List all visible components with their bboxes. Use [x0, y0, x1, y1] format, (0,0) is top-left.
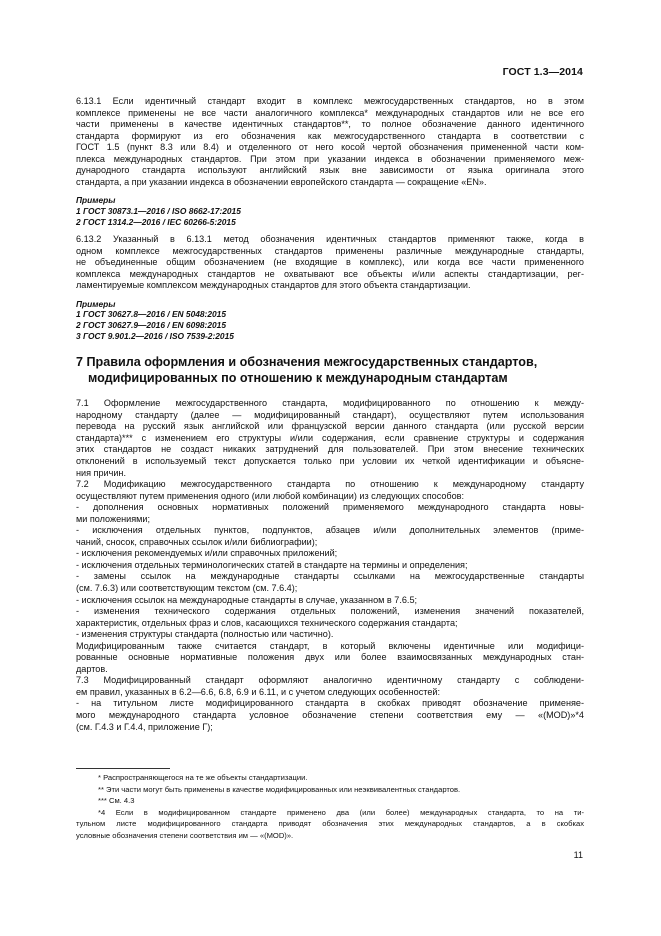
example-item: 2 ГОСТ 1314.2—2016 / IEC 60266-5:2015: [76, 216, 236, 227]
section-7-heading: [76, 355, 584, 386]
example-item: 1 ГОСТ 30873.1—2016 / ISO 8662-17:2015: [76, 205, 241, 216]
section-7-body: [76, 398, 584, 733]
text-line: комплексе применены не все части аналогичного комплекса* международных стандартов или не все его: [76, 107, 584, 118]
text-line: (см. 7.6.3) или соответствующим текстом (см. 7.6.4);: [76, 583, 298, 594]
footnote-line: * Распространяющегося на те же объекты стандартизации.: [98, 773, 308, 782]
footnote-divider: [76, 768, 170, 769]
text-line: комплекса международных стандартов не охватывают все объекты и/или аспекты стандартизации, рег-: [76, 268, 584, 279]
text-line: - замены ссылок на международные стандарты ссылками на межгосударственные стандарты: [76, 571, 584, 582]
text-line: 6.13.1 Если идентичный стандарт входит в комплекс межгосударственных стандартов, но в этом: [76, 96, 584, 106]
example-item: 1 ГОСТ 30627.8—2016 / EN 5048:2015: [76, 309, 226, 320]
text-line: ГОСТ 1.5 (пункт 8.3 или 8.4) и отделенного от него косой чертой обозначения примененной части ком-: [76, 142, 584, 153]
document-code-header: ГОСТ 1.3—2014: [502, 66, 583, 78]
text-line: - исключения отдельных пунктов, подпунктов, абзацев и/или дополнительных элементов (приме-: [76, 525, 584, 536]
text-line: дартов.: [76, 663, 108, 674]
page-content: [76, 96, 584, 733]
text-line: этих стандартов не создаст никаких затруднений для пользователей. При этом внесение технических: [76, 444, 584, 455]
text-line: осуществляют путем применения одного (или любой комбинации) из следующих способов:: [76, 490, 465, 501]
text-line: - исключения рекомендуемых и/или справочных приложений;: [76, 548, 338, 559]
text-line: мого международного стандарта условное обозначение степени соответствия ему — «(MOD)»*4: [76, 710, 584, 721]
text-line: - исключения ссылок на международные стандарты в случае, указанном в 7.6.5;: [76, 594, 418, 605]
text-line: стандарта)*** с изменением его структуры и/или содержания, если сравнение структуры и содержания: [76, 432, 584, 443]
text-line: ми положениями;: [76, 513, 151, 524]
text-line: отклонений в используемый текст допускается только при условии их четкой идентификации и объясне-: [76, 456, 584, 466]
page-number: 11: [573, 850, 583, 860]
footnote-line: *4 Если в модифицированном стандарте применено два (или более) международных стандарта, то на ти-: [98, 807, 584, 817]
example-item: 2 ГОСТ 30627.9—2016 / EN 6098:2015: [76, 320, 226, 331]
text-line: дународного стандарта используют английский язык вне зависимости от языка оригинала этого: [76, 165, 584, 176]
text-line: - на титульном листе модифицированного стандарта в скобках приводят обозначение применяе-: [76, 698, 584, 709]
footnote-line: условные обозначения степени соответствия им — «(MOD)».: [76, 830, 294, 840]
footnote-line: ** Эти части могут быть применены в качестве модифицированных или неэквивалентных стандартов.: [98, 784, 461, 794]
text-line: перевода на русский язык английской или французской версии данного стандарта (или русской версии: [76, 421, 584, 432]
text-line: 6.13.2 Указанный в 6.13.1 метод обозначения идентичных стандартов применяют также, когда в: [76, 234, 584, 245]
footnote-line: *** См. 4.3: [98, 796, 135, 806]
text-line: народному стандарту (далее — модифицированный стандарт), осуществляют путем использования: [76, 409, 584, 420]
text-line: ния причин.: [76, 467, 126, 478]
text-line: - изменения технического содержания отдельных положений, изменения значений показателей,: [76, 606, 584, 617]
text-line: 7.2 Модификацию межгосударственного стандарта по отношению к международному стандарту: [76, 479, 584, 490]
text-line: части применены в качестве идентичных стандартов**, то полное обозначение данного идентичного: [76, 119, 584, 130]
examples-title: Примеры: [76, 195, 116, 206]
text-line: (см. Г.4.3 и Г.4.4, приложение Г);: [76, 721, 213, 732]
text-line: 7.3 Модифицированный стандарт оформляют аналогично идентичному стандарту с соблюдени-: [76, 675, 584, 686]
text-line: плекса международных стандартов. При этом при указании индекса в обозначении применяемого меж-: [76, 153, 584, 164]
text-line: - исключения отдельных терминологических статей в стандарте на термины и определения;: [76, 559, 468, 570]
text-line: Модифицированным также считается стандарт, в который включены идентичные или модифици-: [76, 640, 584, 651]
text-line: ламентируемые комплексом международных стандартов для этого объекта стандартизации.: [76, 280, 471, 291]
text-line: не объединенные общим обозначением (не входящие в комплекс), или когда все части примененного: [76, 257, 584, 268]
clause-6-13-1: [76, 96, 584, 188]
text-line: одном комплексе межгосударственных стандартов применены различные международные стандарты,: [76, 245, 584, 256]
section-title-line: 7 Правила оформления и обозначения межгосударственных стандартов,: [76, 355, 538, 370]
text-line: - дополнения основных нормативных положений применяемого международного стандарта новы-: [76, 502, 584, 513]
text-line: стандарта, а при указании индекса в обозначении европейского стандарта — сокращение «EN».: [76, 176, 487, 187]
section-title-line: модифицированных по отношению к международным стандартам: [88, 370, 508, 385]
text-line: - изменения структуры стандарта (полностью или частично).: [76, 629, 334, 640]
clause-6-13-2: [76, 234, 584, 292]
text-line: характеристик, отдельных фраз и слов, касающихся технического содержания стандарта;: [76, 617, 458, 628]
text-line: ем правил, указанных в 6.2—6.6, 6.8, 6.9 и 6.11, и с учетом следующих особенностей:: [76, 686, 440, 697]
text-line: чаний, сносок, справочных ссылок и/или библиографии);: [76, 536, 318, 547]
footnotes: [76, 772, 584, 841]
text-line: стандарта формируют из его обозначения как межгосударственного стандарта в соответствии с: [76, 130, 584, 141]
example-item: 3 ГОСТ 9.901.2—2016 / ISO 7539-2:2015: [76, 330, 234, 341]
text-line: 7.1 Оформление межгосударственного стандарта, модифицированного по отношению к между-: [76, 398, 584, 409]
text-line: рованные основные нормативные положения двух или более взаимосвязанных международных стан-: [76, 652, 584, 663]
footnote-line: тульном листе модифицированного стандарта приводят обозначения этих международных стандартов, а в скобках: [76, 819, 584, 829]
examples-title: Примеры: [76, 298, 116, 309]
